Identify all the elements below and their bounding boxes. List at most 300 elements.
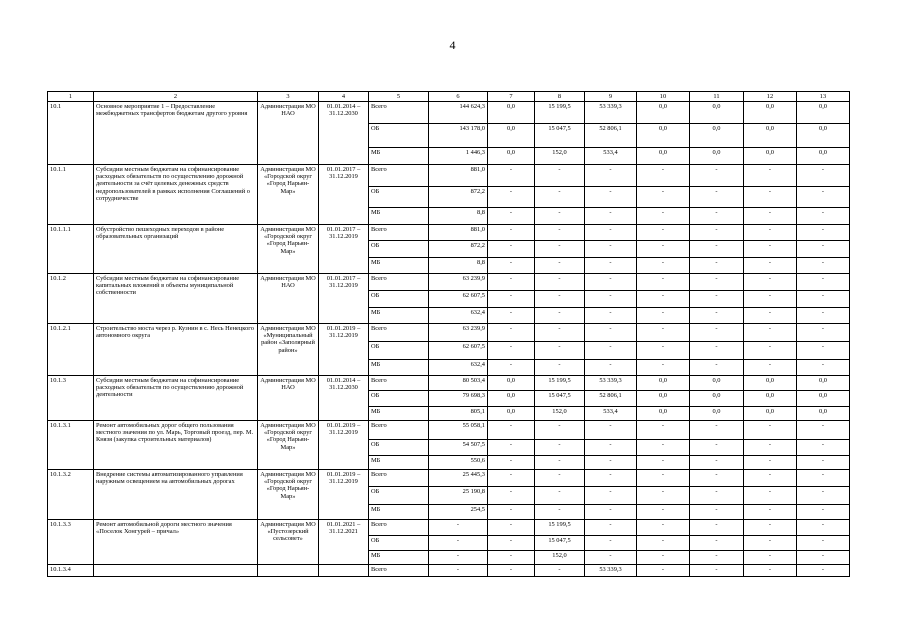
value-cell: - bbox=[690, 187, 744, 208]
value-cell: - bbox=[535, 165, 585, 187]
value-cell: 15 047,5 bbox=[535, 124, 585, 148]
value-cell: - bbox=[535, 456, 585, 470]
row-organization: Администрация МО НАО bbox=[258, 376, 319, 421]
value-cell: - bbox=[744, 165, 797, 187]
row-name: Внедрение системы автоматизированного управления наружным освещением на автомобильных дорогах bbox=[94, 470, 258, 520]
value-cell: 0,0 bbox=[637, 391, 690, 407]
row-code: 10.1.3.2 bbox=[48, 470, 94, 520]
value-cell: - bbox=[535, 360, 585, 376]
value-cell: 805,1 bbox=[429, 407, 488, 421]
value-cell: - bbox=[637, 324, 690, 342]
funding-source: ОБ bbox=[369, 342, 429, 360]
value-cell: - bbox=[488, 360, 535, 376]
value-cell: 0,0 bbox=[744, 391, 797, 407]
value-cell: 0,0 bbox=[744, 407, 797, 421]
value-cell: - bbox=[744, 225, 797, 241]
value-cell: 0,0 bbox=[488, 391, 535, 407]
value-cell: - bbox=[744, 187, 797, 208]
value-cell: - bbox=[744, 565, 797, 577]
value-cell: - bbox=[535, 225, 585, 241]
column-header: 2 bbox=[94, 92, 258, 102]
value-cell: - bbox=[585, 324, 637, 342]
value-cell: 0,0 bbox=[637, 148, 690, 165]
funding-source: Всего bbox=[369, 376, 429, 391]
value-cell: - bbox=[690, 536, 744, 551]
row-name: Субсидии местным бюджетам на софинансирование капитальных вложений в объекты муниципальной собственности bbox=[94, 274, 258, 324]
value-cell: 550,6 bbox=[429, 456, 488, 470]
page-number: 4 bbox=[449, 38, 456, 52]
value-cell: 8,8 bbox=[429, 258, 488, 274]
value-cell: - bbox=[429, 536, 488, 551]
value-cell: - bbox=[429, 520, 488, 536]
row-period: 01.01.2014 – 31.12.2030 bbox=[319, 102, 369, 165]
row-code: 10.1.2 bbox=[48, 274, 94, 324]
value-cell: - bbox=[797, 324, 850, 342]
row-organization: Администрация МО «Городской округ «Город Нарьян-Мар» bbox=[258, 421, 319, 470]
value-cell: - bbox=[585, 470, 637, 487]
value-cell: - bbox=[535, 421, 585, 440]
value-cell: 1 446,3 bbox=[429, 148, 488, 165]
value-cell: 152,0 bbox=[535, 551, 585, 565]
program-table bbox=[47, 91, 850, 577]
value-cell: - bbox=[744, 324, 797, 342]
column-header: 13 bbox=[797, 92, 850, 102]
value-cell: 144 624,3 bbox=[429, 102, 488, 124]
value-cell: - bbox=[637, 551, 690, 565]
table-row bbox=[48, 324, 850, 342]
value-cell: - bbox=[585, 274, 637, 291]
row-period: 01.01.2019 – 31.12.2019 bbox=[319, 421, 369, 470]
column-header: 3 bbox=[258, 92, 319, 102]
funding-source: Всего bbox=[369, 165, 429, 187]
value-cell: - bbox=[690, 165, 744, 187]
value-cell: - bbox=[488, 274, 535, 291]
value-cell: - bbox=[535, 241, 585, 258]
value-cell: 533,4 bbox=[585, 148, 637, 165]
value-cell: 152,0 bbox=[535, 407, 585, 421]
value-cell: 0,0 bbox=[744, 148, 797, 165]
value-cell: 8,8 bbox=[429, 208, 488, 225]
value-cell: 63 239,9 bbox=[429, 274, 488, 291]
value-cell: - bbox=[429, 551, 488, 565]
value-cell: - bbox=[535, 470, 585, 487]
value-cell: - bbox=[690, 342, 744, 360]
value-cell: 0,0 bbox=[797, 376, 850, 391]
funding-source: Всего bbox=[369, 102, 429, 124]
value-cell: - bbox=[637, 342, 690, 360]
value-cell: - bbox=[797, 187, 850, 208]
value-cell: 143 178,0 bbox=[429, 124, 488, 148]
value-cell: - bbox=[797, 165, 850, 187]
value-cell: - bbox=[488, 308, 535, 324]
table-row bbox=[48, 376, 850, 391]
value-cell: - bbox=[585, 536, 637, 551]
column-header: 7 bbox=[488, 92, 535, 102]
value-cell: - bbox=[585, 258, 637, 274]
value-cell: - bbox=[744, 308, 797, 324]
value-cell: - bbox=[585, 342, 637, 360]
value-cell: - bbox=[535, 487, 585, 505]
value-cell: 632,4 bbox=[429, 360, 488, 376]
value-cell: - bbox=[797, 487, 850, 505]
value-cell: - bbox=[797, 536, 850, 551]
column-header: 9 bbox=[585, 92, 637, 102]
row-name: Ремонт автомобильной дороги местного значения «Поселок Хонгурей – причал» bbox=[94, 520, 258, 565]
value-cell: - bbox=[535, 258, 585, 274]
value-cell: - bbox=[488, 565, 535, 577]
value-cell: - bbox=[488, 551, 535, 565]
value-cell: 0,0 bbox=[744, 102, 797, 124]
row-code: 10.1.3.4 bbox=[48, 565, 94, 577]
funding-source: ОБ bbox=[369, 241, 429, 258]
value-cell: - bbox=[797, 308, 850, 324]
value-cell: 0,0 bbox=[797, 407, 850, 421]
row-name: Обустройство пешеходных переходов в районе образовательных организаций bbox=[94, 225, 258, 274]
value-cell: - bbox=[637, 274, 690, 291]
value-cell: - bbox=[488, 208, 535, 225]
value-cell: - bbox=[690, 324, 744, 342]
row-organization: Администрация МО НАО bbox=[258, 274, 319, 324]
value-cell: 0,0 bbox=[797, 148, 850, 165]
column-header: 10 bbox=[637, 92, 690, 102]
value-cell: - bbox=[585, 187, 637, 208]
value-cell: - bbox=[585, 165, 637, 187]
value-cell: - bbox=[535, 208, 585, 225]
value-cell: - bbox=[535, 324, 585, 342]
value-cell: - bbox=[744, 487, 797, 505]
value-cell: - bbox=[637, 225, 690, 241]
value-cell: 254,5 bbox=[429, 505, 488, 520]
row-organization: Администрация МО «Пустозерский сельсовет» bbox=[258, 520, 319, 565]
value-cell: - bbox=[690, 565, 744, 577]
value-cell: - bbox=[535, 291, 585, 308]
value-cell: - bbox=[488, 487, 535, 505]
table-row bbox=[48, 520, 850, 536]
value-cell: 0,0 bbox=[637, 102, 690, 124]
value-cell: 0,0 bbox=[690, 102, 744, 124]
value-cell: - bbox=[690, 487, 744, 505]
value-cell: - bbox=[488, 258, 535, 274]
value-cell: - bbox=[744, 274, 797, 291]
value-cell: - bbox=[797, 520, 850, 536]
column-header: 11 bbox=[690, 92, 744, 102]
row-name bbox=[94, 565, 258, 577]
value-cell: 0,0 bbox=[637, 376, 690, 391]
value-cell: - bbox=[690, 456, 744, 470]
value-cell: 872,2 bbox=[429, 187, 488, 208]
value-cell: - bbox=[690, 225, 744, 241]
row-period bbox=[319, 565, 369, 577]
value-cell: - bbox=[690, 360, 744, 376]
value-cell: 0,0 bbox=[797, 102, 850, 124]
table-row bbox=[48, 421, 850, 440]
value-cell: - bbox=[488, 520, 535, 536]
value-cell: - bbox=[488, 225, 535, 241]
value-cell: 0,0 bbox=[690, 391, 744, 407]
value-cell: - bbox=[637, 421, 690, 440]
value-cell: 0,0 bbox=[744, 124, 797, 148]
value-cell: - bbox=[637, 308, 690, 324]
value-cell: 0,0 bbox=[488, 124, 535, 148]
funding-source: ОБ bbox=[369, 487, 429, 505]
value-cell: 632,4 bbox=[429, 308, 488, 324]
value-cell: - bbox=[744, 456, 797, 470]
value-cell: - bbox=[690, 421, 744, 440]
value-cell: - bbox=[488, 440, 535, 456]
value-cell: - bbox=[637, 456, 690, 470]
value-cell: 0,0 bbox=[637, 407, 690, 421]
funding-source: Всего bbox=[369, 324, 429, 342]
funding-source: ОБ bbox=[369, 124, 429, 148]
value-cell: - bbox=[585, 456, 637, 470]
funding-source: МБ bbox=[369, 148, 429, 165]
value-cell: - bbox=[637, 291, 690, 308]
row-code: 10.1.1.1 bbox=[48, 225, 94, 274]
value-cell: 15 199,5 bbox=[535, 102, 585, 124]
value-cell: 15 199,5 bbox=[535, 520, 585, 536]
value-cell: - bbox=[488, 456, 535, 470]
value-cell: - bbox=[690, 505, 744, 520]
column-header: 12 bbox=[744, 92, 797, 102]
row-code: 10.1 bbox=[48, 102, 94, 165]
row-period: 01.01.2017 – 31.12.2019 bbox=[319, 225, 369, 274]
value-cell: - bbox=[744, 551, 797, 565]
value-cell: 25 190,8 bbox=[429, 487, 488, 505]
value-cell: - bbox=[585, 241, 637, 258]
value-cell: - bbox=[797, 258, 850, 274]
value-cell: 0,0 bbox=[488, 376, 535, 391]
value-cell: 0,0 bbox=[690, 407, 744, 421]
value-cell: - bbox=[585, 505, 637, 520]
row-organization: Администрация МО «Городской округ «Город Нарьян-Мар» bbox=[258, 165, 319, 225]
table-row bbox=[48, 165, 850, 187]
value-cell: 79 698,3 bbox=[429, 391, 488, 407]
funding-source: Всего bbox=[369, 565, 429, 577]
value-cell: - bbox=[488, 241, 535, 258]
row-period: 01.01.2019 – 31.12.2019 bbox=[319, 470, 369, 520]
table-row bbox=[48, 470, 850, 487]
value-cell: 62 607,5 bbox=[429, 291, 488, 308]
value-cell: - bbox=[637, 505, 690, 520]
value-cell: - bbox=[535, 274, 585, 291]
row-organization: Администрация МО НАО bbox=[258, 102, 319, 165]
value-cell: - bbox=[690, 241, 744, 258]
value-cell: - bbox=[797, 421, 850, 440]
value-cell: - bbox=[637, 440, 690, 456]
table-row bbox=[48, 565, 850, 577]
value-cell: - bbox=[797, 241, 850, 258]
row-period: 01.01.2019 – 31.12.2019 bbox=[319, 324, 369, 376]
value-cell: 15 047,5 bbox=[535, 391, 585, 407]
value-cell: - bbox=[535, 187, 585, 208]
table-row bbox=[48, 225, 850, 241]
value-cell: 872,2 bbox=[429, 241, 488, 258]
funding-source: ОБ bbox=[369, 536, 429, 551]
value-cell: 15 047,5 bbox=[535, 536, 585, 551]
value-cell: - bbox=[797, 208, 850, 225]
value-cell: - bbox=[637, 536, 690, 551]
value-cell: - bbox=[690, 291, 744, 308]
value-cell: - bbox=[488, 505, 535, 520]
value-cell: - bbox=[744, 241, 797, 258]
value-cell: 0,0 bbox=[637, 124, 690, 148]
row-code: 10.1.3 bbox=[48, 376, 94, 421]
row-code: 10.1.2.1 bbox=[48, 324, 94, 376]
value-cell: - bbox=[690, 440, 744, 456]
value-cell: - bbox=[488, 165, 535, 187]
value-cell: - bbox=[797, 470, 850, 487]
value-cell: - bbox=[797, 565, 850, 577]
funding-source: МБ bbox=[369, 505, 429, 520]
funding-source: Всего bbox=[369, 274, 429, 291]
row-period: 01.01.2021 – 31.12.2021 bbox=[319, 520, 369, 565]
funding-source: МБ bbox=[369, 360, 429, 376]
value-cell: - bbox=[690, 470, 744, 487]
column-header: 8 bbox=[535, 92, 585, 102]
value-cell: - bbox=[690, 551, 744, 565]
funding-source: МБ bbox=[369, 407, 429, 421]
value-cell: - bbox=[637, 165, 690, 187]
row-name: Строительство моста через р. Кузнин в с. Несь Ненецкого автономного округа bbox=[94, 324, 258, 376]
value-cell: - bbox=[585, 421, 637, 440]
funding-source: ОБ bbox=[369, 291, 429, 308]
value-cell: - bbox=[797, 291, 850, 308]
row-organization: Администрация МО «Муниципальный район «Заполярный район» bbox=[258, 324, 319, 376]
value-cell: - bbox=[637, 520, 690, 536]
row-organization: Администрация МО «Городской округ «Город Нарьян-Мар» bbox=[258, 225, 319, 274]
value-cell: - bbox=[744, 536, 797, 551]
row-organization bbox=[258, 565, 319, 577]
value-cell: - bbox=[744, 208, 797, 225]
table-row bbox=[48, 102, 850, 124]
row-period: 01.01.2014 – 31.12.2030 bbox=[319, 376, 369, 421]
value-cell: - bbox=[637, 470, 690, 487]
funding-source: МБ bbox=[369, 551, 429, 565]
value-cell: - bbox=[488, 187, 535, 208]
value-cell: 53 339,3 bbox=[585, 102, 637, 124]
funding-source: МБ bbox=[369, 456, 429, 470]
value-cell: - bbox=[690, 274, 744, 291]
column-header: 6 bbox=[429, 92, 488, 102]
value-cell: - bbox=[429, 565, 488, 577]
value-cell: - bbox=[637, 565, 690, 577]
value-cell: - bbox=[797, 274, 850, 291]
value-cell: - bbox=[488, 421, 535, 440]
value-cell: 25 445,3 bbox=[429, 470, 488, 487]
row-period: 01.01.2017 – 31.12.2019 bbox=[319, 274, 369, 324]
row-code: 10.1.3.1 bbox=[48, 421, 94, 470]
value-cell: 152,0 bbox=[535, 148, 585, 165]
funding-source: Всего bbox=[369, 470, 429, 487]
value-cell: 881,0 bbox=[429, 165, 488, 187]
value-cell: - bbox=[797, 440, 850, 456]
value-cell: - bbox=[637, 241, 690, 258]
funding-source: ОБ bbox=[369, 391, 429, 407]
funding-source: Всего bbox=[369, 520, 429, 536]
value-cell: 53 339,3 bbox=[585, 376, 637, 391]
funding-source: Всего bbox=[369, 421, 429, 440]
row-organization: Администрация МО «Городской округ «Город Нарьян-Мар» bbox=[258, 470, 319, 520]
funding-source: ОБ bbox=[369, 187, 429, 208]
value-cell: - bbox=[797, 360, 850, 376]
value-cell: 55 058,1 bbox=[429, 421, 488, 440]
value-cell: 15 199,5 bbox=[535, 376, 585, 391]
value-cell: 0,0 bbox=[690, 376, 744, 391]
value-cell: - bbox=[744, 291, 797, 308]
row-period: 01.01.2017 – 31.12.2019 bbox=[319, 165, 369, 225]
value-cell: - bbox=[535, 308, 585, 324]
row-name: Субсидии местным бюджетам на софинансирование расходных обязательств по осуществлению дорожной деятельности за счёт целевых денежных средств недропользователей в рамках исполнения Соглашений о сотрудничестве bbox=[94, 165, 258, 225]
funding-source: МБ bbox=[369, 208, 429, 225]
row-name: Ремонт автомобильных дорог общего пользования местного значения по ул. Марь, Торговый проезд, пер. М. Князя (закупка строительных материалов) bbox=[94, 421, 258, 470]
value-cell: 0,0 bbox=[797, 391, 850, 407]
funding-source: МБ bbox=[369, 258, 429, 274]
value-cell: - bbox=[797, 225, 850, 241]
value-cell: - bbox=[585, 440, 637, 456]
value-cell: - bbox=[797, 505, 850, 520]
value-cell: - bbox=[585, 487, 637, 505]
value-cell: - bbox=[690, 520, 744, 536]
column-header: 4 bbox=[319, 92, 369, 102]
value-cell: 53 339,3 bbox=[585, 565, 637, 577]
funding-source: ОБ bbox=[369, 440, 429, 456]
header-row bbox=[48, 92, 850, 102]
value-cell: - bbox=[637, 258, 690, 274]
value-cell: - bbox=[585, 308, 637, 324]
value-cell: - bbox=[535, 505, 585, 520]
value-cell: 0,0 bbox=[690, 148, 744, 165]
column-header: 1 bbox=[48, 92, 94, 102]
value-cell: 0,0 bbox=[488, 102, 535, 124]
value-cell: - bbox=[488, 291, 535, 308]
value-cell: - bbox=[585, 551, 637, 565]
row-code: 10.1.3.3 bbox=[48, 520, 94, 565]
value-cell: - bbox=[690, 308, 744, 324]
value-cell: 0,0 bbox=[744, 376, 797, 391]
value-cell: - bbox=[488, 342, 535, 360]
value-cell: - bbox=[488, 536, 535, 551]
value-cell: - bbox=[637, 187, 690, 208]
value-cell: 0,0 bbox=[488, 148, 535, 165]
value-cell: - bbox=[797, 342, 850, 360]
value-cell: 62 607,5 bbox=[429, 342, 488, 360]
value-cell: - bbox=[744, 505, 797, 520]
value-cell: 63 239,9 bbox=[429, 324, 488, 342]
value-cell: - bbox=[585, 360, 637, 376]
value-cell: - bbox=[744, 421, 797, 440]
value-cell: 52 806,1 bbox=[585, 391, 637, 407]
value-cell: 533,4 bbox=[585, 407, 637, 421]
value-cell: - bbox=[744, 360, 797, 376]
value-cell: 0,0 bbox=[797, 124, 850, 148]
funding-source: Всего bbox=[369, 225, 429, 241]
value-cell: 52 806,1 bbox=[585, 124, 637, 148]
value-cell: - bbox=[690, 258, 744, 274]
value-cell: - bbox=[488, 324, 535, 342]
value-cell: - bbox=[797, 456, 850, 470]
value-cell: - bbox=[637, 208, 690, 225]
value-cell: - bbox=[535, 342, 585, 360]
value-cell: - bbox=[744, 520, 797, 536]
value-cell: 80 503,4 bbox=[429, 376, 488, 391]
value-cell: - bbox=[744, 342, 797, 360]
value-cell: - bbox=[488, 470, 535, 487]
value-cell: - bbox=[744, 440, 797, 456]
value-cell: 0,0 bbox=[488, 407, 535, 421]
row-name: Субсидии местным бюджетам на софинансирование расходных обязательств по осуществлению дорожной деятельности bbox=[94, 376, 258, 421]
table-row bbox=[48, 274, 850, 291]
value-cell: 54 507,5 bbox=[429, 440, 488, 456]
